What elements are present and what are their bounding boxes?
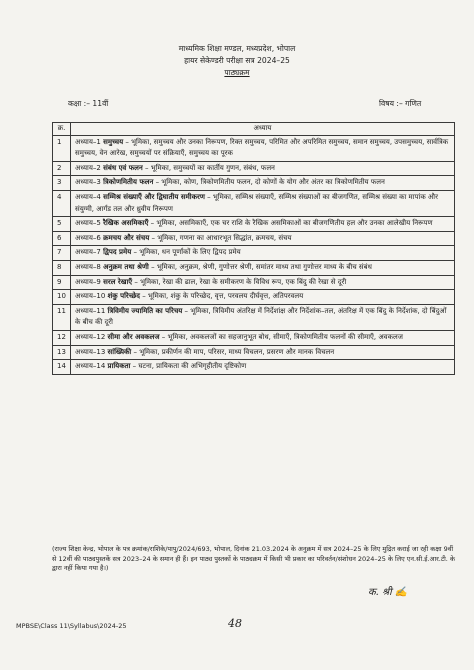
row-content — [71, 260, 455, 275]
row-content — [71, 135, 455, 161]
chapter-topics: – भूमिका, त्रिविमीय अंतरिक्ष में निर्देशांक्ष और निर्देशांक–तल, अंतरिक्ष में एक बिंदु के निर्देशांक, दो बिंदुओं के बीच की दूरी — [75, 306, 447, 327]
chapter-title: प्रायिकता — [107, 362, 131, 371]
row-content — [71, 330, 455, 345]
table-row — [53, 360, 455, 375]
row-number: 3 — [53, 176, 71, 191]
subject-label: विषय :– गणित — [379, 99, 422, 108]
row-number: 4 — [53, 190, 71, 216]
chapter-topics: – भूमिका, अवकलजों का सहजानुभूत बोध, सीमाएँ, त्रिकोणमितीय फलनों की सीमाएँ, अवकलज — [159, 332, 403, 341]
chapter-number-label: अध्याय–13 — [75, 347, 108, 356]
table-row — [53, 345, 455, 360]
chapter-title: त्रिकोणमितीय फलन — [103, 178, 154, 187]
chapter-title: त्रिविमीय ज्यामिति का परिचय — [107, 306, 183, 315]
chapter-title: सीमा और अवकलज — [107, 332, 160, 341]
row-content — [71, 217, 455, 232]
row-content — [71, 345, 455, 360]
chapter-number-label: अध्याय–5 — [75, 219, 104, 228]
footer-path: MPBSE\Class 11\Syllabus\2024-25 — [16, 622, 127, 630]
chapter-number-label: अध्याय–3 — [75, 178, 104, 187]
row-number: 10 — [53, 290, 71, 305]
row-number: 9 — [53, 275, 71, 290]
row-content — [71, 304, 455, 330]
table-row — [53, 217, 455, 232]
row-content — [71, 275, 455, 290]
row-number: 7 — [53, 246, 71, 261]
chapter-title: शंकु परिच्छेद — [107, 292, 140, 301]
chapter-title: समुच्चय — [103, 137, 124, 146]
row-number: 8 — [53, 260, 71, 275]
chapter-number-label: अध्याय–11 — [75, 306, 108, 315]
chapter-number-label: अध्याय–12 — [75, 332, 108, 341]
chapter-title: द्विपद प्रमेय — [103, 248, 132, 257]
chapter-topics: – भूमिका, प्रकीर्णन की माप, परिसर, माध्य विचलन, प्रसरण और मानक विचलन — [131, 347, 335, 356]
row-content — [71, 176, 455, 191]
table-row — [53, 246, 455, 261]
table-header-row — [53, 123, 455, 136]
class-label: कक्षा :– 11वीं — [68, 99, 109, 108]
column-header-chapter: अध्याय — [71, 123, 455, 136]
chapter-topics: – भूमिका, समुच्चयों का कार्तीय गुणन, संबंध, फलन — [142, 163, 275, 172]
chapter-topics: – भूमिका, गणना का आधारभूत सिद्धांत, क्रमचय, संचय — [149, 233, 292, 242]
chapter-topics: – भूमिका, अनुक्रम, श्रेणी, गुणोत्तर श्रेणी, समांतर माध्य तथा गुणोत्तर माध्य के बीच संबंध — [148, 262, 372, 271]
table-row — [53, 330, 455, 345]
chapter-topics: – भूमिका, कोण, त्रिकोणमितीय फलन, दो कोणों के योग और अंतर का त्रिकोणमितीय फलन — [153, 178, 385, 187]
chapter-number-label: अध्याय–1 — [75, 137, 104, 146]
table-row — [53, 161, 455, 176]
table-row — [53, 275, 455, 290]
table-row — [53, 231, 455, 246]
row-number: 12 — [53, 330, 71, 345]
exam-session: हायर सेकेण्डरी परीक्षा सत्र 2024–25 — [184, 56, 290, 65]
signature: क. श्री ✍ — [368, 587, 408, 598]
table-row — [53, 135, 455, 161]
chapter-number-label: अध्याय–10 — [75, 292, 108, 301]
syllabus-table — [52, 122, 455, 375]
chapter-number-label: अध्याय–8 — [75, 262, 104, 271]
table-row — [53, 260, 455, 275]
chapter-number-label: अध्याय–2 — [75, 163, 104, 172]
chapter-number-label: अध्याय–6 — [75, 233, 104, 242]
table-row — [53, 304, 455, 330]
chapter-title: सांख्यिकी — [107, 347, 132, 356]
chapter-number-label: अध्याय–4 — [75, 192, 104, 201]
row-content — [71, 161, 455, 176]
row-content — [71, 360, 455, 375]
row-number: 1 — [53, 135, 71, 161]
row-number: 13 — [53, 345, 71, 360]
row-content — [71, 231, 455, 246]
row-number: 11 — [53, 304, 71, 330]
chapter-topics: – भूमिका, धन पूर्णांकों के लिए द्विपद प्रमेय — [131, 248, 241, 257]
table-row — [53, 190, 455, 216]
chapter-title: रैखिक असमिकाएँ — [103, 219, 149, 228]
chapter-topics: – भूमिका, असमिकाएँ, एक चर राशि के रैखिक असमिकाओं का बीजगणितीय हल और उनका आलेखीय निरूपण — [148, 219, 433, 228]
board-name: माध्यमिक शिक्षा मण्डल, मध्यप्रदेश, भोपाल — [178, 44, 296, 53]
chapter-topics: – भूमिका, रेखा की ढाल, रेखा के समीकरण के विविध रूप, एक बिंदु की रेखा से दूरी — [132, 277, 347, 286]
chapter-title: अनुक्रम तथा श्रेणी — [103, 262, 149, 271]
row-content — [71, 190, 455, 216]
chapter-title: क्रमचय और संचय — [103, 233, 150, 242]
page-number: 48 — [228, 617, 242, 630]
table-row — [53, 290, 455, 305]
row-number: 2 — [53, 161, 71, 176]
chapter-topics: – भूमिका, सम्मिश्र संख्याएँ, सम्मिश्र संख्याओं का बीजगणित, सम्मिश्र संख्या का मापांक और संयुग्मी, आर्गंड तल और ध्रुवीय निरूपण — [75, 192, 438, 213]
document-header — [0, 43, 474, 79]
chapter-topics: – भूमिका, शंकु के परिच्छेद, वृत्त, परवलय दीर्घवृत्त, अतिपरवलय — [139, 292, 304, 301]
row-number: 14 — [53, 360, 71, 375]
chapter-number-label: अध्याय–14 — [75, 362, 108, 371]
row-content — [71, 246, 455, 261]
table-body — [53, 135, 455, 374]
chapter-number-label: अध्याय–9 — [75, 277, 104, 286]
circular-note: (राज्य शिक्षा केन्द्र, भोपाल के पत्र क्रमांक/राशिके/पापु/2024/693, भोपाल, दिनांक 21.03.2024 के अनुक्रम में सत्र 2024–25 के लिए मुद्रित कराई जा रही कक्षा 9वीं से 12वीं की पाठ्यपुस्तकें सत्र 2023–24 के समान ही हैं। इन पाठ्य पुस्तकों के पाठ्यक्रम में किसी भी प्रकार का परिवर्तन/संशोधन 2024–25 के लिए एन.सी.ई.आर.टी. के द्वारा नहीं किया गया है।) — [52, 545, 455, 572]
chapter-title: सरल रेखाएँ — [103, 277, 133, 286]
chapter-title: संबंध एवं फलन — [103, 163, 143, 172]
row-content — [71, 290, 455, 305]
row-number: 5 — [53, 217, 71, 232]
chapter-number-label: अध्याय–7 — [75, 248, 104, 257]
chapter-topics: – घटना, प्रायिकता की अभिगृहीतीय दृष्टिकोण — [130, 362, 247, 371]
page-title: पाठ्यक्रम — [224, 68, 250, 77]
table-row — [53, 176, 455, 191]
chapter-topics: – भूमिका, समुच्चय और उनका निरूपण, रिक्त समुच्चय, परिमित और अपरिमित समुच्चय, समान समुच्चय, उपसमुच्चय, सार्वत्रिक समुच्चय, वेन आरेख, समुच्चयों पर संक्रियाएँ, समुच्चय का पूरक — [75, 137, 449, 158]
column-header-number: क्र. — [53, 123, 71, 136]
row-number: 6 — [53, 231, 71, 246]
chapter-title: सम्मिश्र संख्याएँ और द्विघातीय समीकरण — [103, 192, 205, 201]
